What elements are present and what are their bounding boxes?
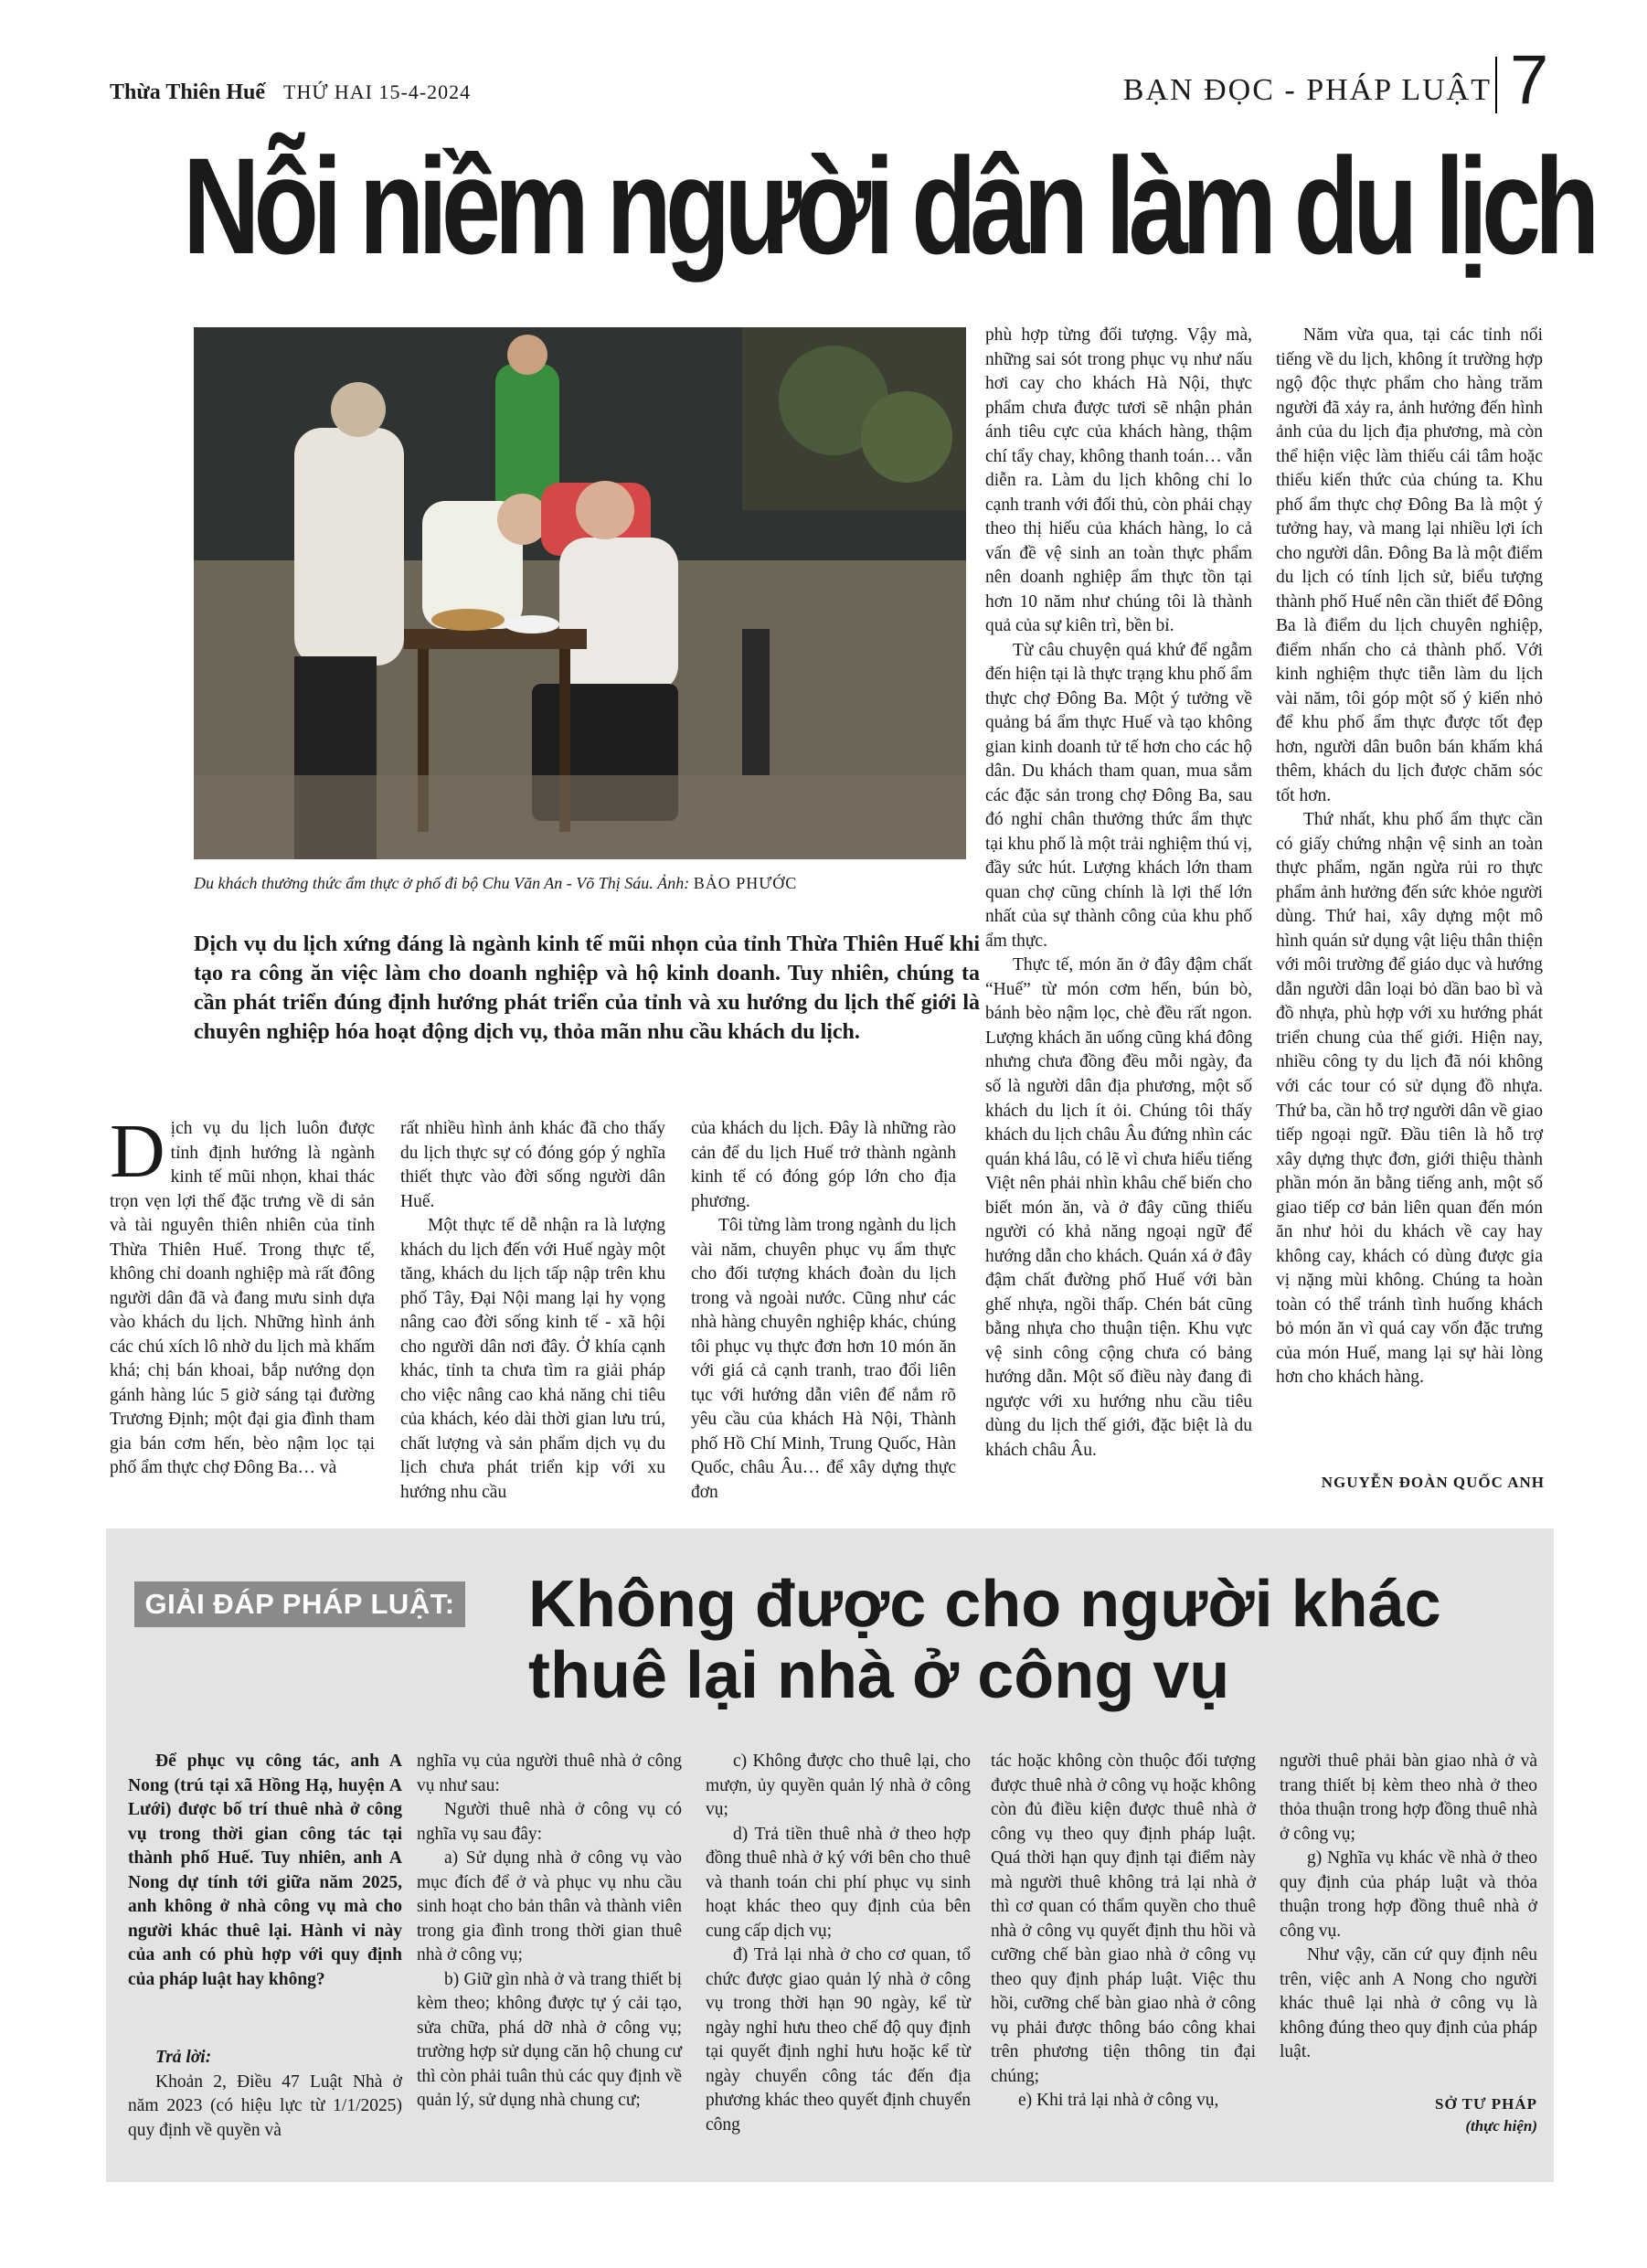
reader-question — [128, 1750, 402, 1992]
paragraph: nghĩa vụ của người thuê nhà ở công vụ như sau: — [417, 1752, 682, 1795]
paragraph: a) Sử dụng nhà ở công vụ vào mục đích để ở và phục vụ nhu cầu sinh hoạt cho bản thân và thành viên trong gia đình trong thời gian thuê nhà ở công vụ; — [417, 1848, 682, 1965]
article-photo — [194, 327, 966, 859]
paragraph: b) Giữ gìn nhà ở và trang thiết bị kèm theo; không được tự ý cải tạo, sửa chữa, phá dỡ nhà ở công vụ; trường hợp sử dụng căn hộ chung cư thì còn phải tuân thủ các quy định về quản lý, sử dụng nhà chung cư; — [417, 1969, 682, 2111]
article-column-3 — [691, 1117, 956, 1505]
article-column-1 — [110, 1109, 375, 1481]
paragraph: g) Nghĩa vụ khác về nhà ở theo quy định của pháp luật và thỏa thuận trong hợp đồng thuê nhà ở công vụ. — [1280, 1848, 1537, 1941]
paragraph: Người thuê nhà ở công vụ có nghĩa vụ sau đây: — [417, 1800, 682, 1844]
signature-org: SỞ TƯ PHÁP — [1434, 2095, 1537, 2113]
answer-label: Trả lời: — [155, 2048, 212, 2067]
paragraph: e) Khi trả lại nhà ở công vụ, — [1018, 2091, 1219, 2111]
paragraph: Thực tế, món ăn ở đây đậm chất “Huế” từ món cơm hến, bún bò, bánh bèo nậm lọc, chè đều rất ngon. Lượng khách ăn uống cũng khá đông nhưng chưa đồng đều mỗi ngày, đa số là người dân địa phương, một số khách du lịch ít ỏi. Chúng tôi thấy khách du lịch châu Âu đứng nhìn các quán khá lâu, có lẽ vì chưa hiểu tiếng Việt nên phải nhìn khâu chế biến cho biết món ăn, và ở đây cũng thiếu người có khả năng ngoại ngữ để hướng dẫn cho khách. Quán xá ở đây đậm chất đường phố Huế với bàn ghế nhựa, ngồi thấp. Chén bát cũng bằng nhựa cho thuận tiện. Khu vực vệ sinh công cộng chưa có bảng hướng dẫn. Một số điều này đang đi ngược với xu hướng nhu cầu tiêu dùng du lịch thế giới, đặc biệt là du khách châu Âu. — [985, 955, 1252, 1460]
photo-caption — [194, 874, 980, 893]
section-title: BẠN ĐỌC - PHÁP LUẬT — [1122, 73, 1492, 107]
paragraph: Năm vừa qua, tại các tỉnh nổi tiếng về du lịch, không ít trường hợp ngộ độc thực phẩm cho hàng trăm người đã xảy ra, ảnh hưởng đến hình ảnh của du lịch địa phương, mà còn thể hiện việc làm thiếu cái tâm hoặc thiếu kiến thức của chúng ta. Khu phố ẩm thực chợ Đông Ba là một ý tưởng hay, và mang lại nhiều lợi ích cho người dân. Đông Ba là một điểm du lịch có tính lịch sử, biểu tượng thành phố Huế nên cần thiết để Đông Ba là điểm du lịch chuyên nghiệp, điểm nhấn cho cả thành phố. Với kinh nghiệm thực tiễn làm du lịch vài năm, tôi góp một số ý kiến nhỏ để khu phố ẩm thực được tốt đẹp hơn, người dân buôn bán khấm khá thêm, khách du lịch được chăm sóc tốt hơn. — [1276, 325, 1543, 805]
article-title: Nỗi niềm người dân làm du lịch — [183, 129, 1594, 282]
article-column-5 — [1276, 324, 1543, 1390]
paragraph: Như vậy, căn cứ quy định nêu trên, việc anh A Nong cho người khác thuê lại nhà ở công vụ là không đúng theo quy định của pháp luật. — [1280, 1945, 1537, 2062]
answer-intro — [128, 2046, 402, 2143]
drop-cap: D — [110, 1109, 165, 1194]
article-lead: Dịch vụ du lịch xứng đáng là ngành kinh tế mũi nhọn của tỉnh Thừa Thiên Huế khi tạo ra công ăn việc làm cho doanh nghiệp và hộ kinh doanh. Tuy nhiên, chúng ta cần phát triển đúng định hướng phát triển của tỉnh và xu hướng du lịch thế giới là chuyên nghiệp hóa hoạt động dịch vụ, thỏa mãn nhu cầu khách du lịch. — [194, 932, 980, 1044]
page-number: 7 — [1510, 41, 1549, 119]
paragraph: rất nhiều hình ảnh khác đã cho thấy du lịch thực sự có đóng góp ý nghĩa thiết thực vào đời sống người dân Huế. — [400, 1119, 665, 1211]
answer-column-4 — [991, 1750, 1256, 2114]
issue-date: THỨ HAI 15-4-2024 — [283, 80, 472, 103]
section-label: GIẢI ĐÁP PHÁP LUẬT: — [134, 1581, 465, 1627]
title-line-1: Không được cho người khác — [528, 1568, 1441, 1641]
paragraph: d) Trả tiền thuê nhà ở theo hợp đồng thuê nhà ở ký với bên cho thuê và thanh toán chi phí phục vụ sinh hoạt khác theo quy định của bên cung cấp dịch vụ; — [706, 1824, 971, 1941]
answer-column-2 — [417, 1750, 682, 2114]
title-line-2: thuê lại nhà ở công vụ — [528, 1639, 1230, 1712]
answer-column-3 — [706, 1750, 971, 2137]
paragraph: Một thực tế dễ nhận ra là lượng khách du lịch đến với Huế ngày một tăng, khách du lịch tấp nập trên khu phố Tây, Đại Nội mang lại hy vọng nâng cao đời sống kinh tế - xã hội cho người dân nơi đây. Ở khía cạnh khác, tỉnh ta chưa tìm ra giải pháp cho việc nâng cao khả năng chi tiêu của khách, kéo dài thời gian lưu trú, chất lượng và sản phẩm dịch vụ du lịch chưa phát triển kịp với xu hướng nhu cầu — [400, 1216, 665, 1502]
question-text: Để phục vụ công tác, anh A Nong (trú tại xã Hồng Hạ, huyện A Lưới) được bố trí thuê nhà ở công vụ trong thời gian công tác tại thành phố Huế. Tuy nhiên, anh A Nong dự tính tới giữa năm 2025, anh không ở nhà công vụ mà cho người khác thuê lại. Hành vi này của anh có phù hợp với quy định của pháp luật hay không? — [128, 1752, 402, 1989]
legal-qa-title — [528, 1569, 1543, 1711]
paragraph: Từ câu chuyện quá khứ để ngẫm đến hiện tại là thực trạng khu phố ẩm thực chợ Đông Ba. Một ý tưởng về quảng bá ẩm thực Huế và tạo không gian kinh doanh tử tế hơn cho các hộ dân. Du khách tham quan, mua sắm các đặc sản trong chợ Đông Ba, sau đó nghỉ chân thưởng thức ẩm thực tại khu phố là một trải nghiệm thú vị, đầy sức hút. Lượng khách lớn tham quan chợ cũng chính là lợi thế lớn nhất của sự thành công của khu phố ẩm thực. — [985, 640, 1252, 951]
paragraph: tác hoặc không còn thuộc đối tượng được thuê nhà ở công vụ hoặc không còn đủ điều kiện được thuê nhà ở công vụ theo quy định pháp luật. Quá thời hạn quy định tại điểm này mà người thuê không trả lại nhà ở thì cơ quan có thẩm quyền cho thuê nhà ở công vụ quyết định thu hồi và cưỡng chế bàn giao nhà ở công vụ theo quy định pháp luật. Việc thu hồi, cưỡng chế bàn giao nhà ở công vụ phải được thông báo công khai trên phương tiện thông tin đại chúng; — [991, 1752, 1256, 2086]
answer-column-5 — [1280, 1750, 1537, 2065]
article-column-2 — [400, 1117, 665, 1505]
photo-credit: BẢO PHƯỚC — [693, 874, 798, 892]
column-text: ịch vụ du lịch luôn được tỉnh định hướng là ngành kinh tế mũi nhọn, khai thác trọn vẹn lợi thế đặc trưng về di sản và tài nguyên thiên nhiên của tỉnh Thừa Thiên Huế. Trong thực tế, không chỉ doanh nghiệp mà rất đông người dân đã và đang mưu sinh dựa vào khách du lịch. Những hình ảnh các chú xích lô nhờ du lịch mà khấm khá; chị bán khoai, bắp nướng dọn gánh hàng lúc 5 giờ sáng tại đường Trương Định; một đại gia đình tham gia bán cơm hến, bèo nậm lọc tại phố ẩm thực chợ Đông Ba… và — [110, 1119, 375, 1478]
paragraph: của khách du lịch. Đây là những rào cản để du lịch Huế trở thành ngành kinh tế có đóng góp lớn cho địa phương. — [691, 1119, 956, 1211]
paragraph: người thuê phải bàn giao nhà ở và trang thiết bị kèm theo nhà ở theo thỏa thuận trong hợp đồng thuê nhà ở công vụ; — [1280, 1752, 1537, 1844]
photo-illustration — [194, 327, 966, 859]
article-column-4 — [985, 324, 1252, 1463]
caption-text: Du khách thưởng thức ẩm thực ở phố đi bộ Chu Văn An - Võ Thị Sáu. Ảnh: — [194, 874, 690, 892]
paragraph: phù hợp từng đối tượng. Vậy mà, những sai sót trong phục vụ như nấu hơi cay cho khách Hà Nội, thực phẩm chưa được tươi sẽ nhận phản ánh tiêu cực của khách hàng, thậm chí tẩy chay, không thanh toán… vẫn diễn ra. Làm du lịch không chỉ lo cạnh tranh với đối thủ, còn phải chạy theo thị hiếu của khách hàng, lo cả vấn đề vệ sinh an toàn thực phẩm nên doanh nghiệp ẩm thực tồn tại hơn 10 năm như chúng tôi là thành quả của sự kiên trì, bền bỉ. — [985, 325, 1252, 636]
paragraph: Thứ nhất, khu phố ẩm thực cần có giấy chứng nhận vệ sinh an toàn thực phẩm, ngăn ngừa rủi ro thực phẩm ảnh hưởng đến sức khỏe người dùng. Thứ hai, xây dựng một mô hình quán sử dụng vật liệu thân thiện với môi trường để giáo dục và hướng dẫn người dân loại bỏ dần bao bì và đồ nhựa, phù hợp với xu hướng phát triển chung của thế giới. Hiện nay, nhiều công ty du lịch đã nói không với các tour có sử dụng đồ nhựa. Thứ ba, cần hỗ trợ người dân về giao tiếp ngoại ngữ. Đầu tiên là hỗ trợ xây dựng thực đơn, giới thiệu thành phần món ăn bằng tiếng anh, một số giao tiếp cơ bản liên quan đến món ăn như hỏi du khách về cay hay không cay, khách có dùng được gia vị nặng mùi không. Chúng ta hoàn toàn có thể tránh tình huống khách bỏ món ăn vì quá cay vốn đặc trưng của món Huế, mang lại sự hài lòng hơn cho khách hàng. — [1276, 810, 1543, 1388]
paragraph: c) Không được cho thuê lại, cho mượn, ủy quyền quản lý nhà ở công vụ; — [706, 1752, 971, 1820]
paragraph: Tôi từng làm trong ngành du lịch vài năm, chuyên phục vụ ẩm thực cho đối tượng khách đoàn du lịch trong và ngoài nước. Cũng như các nhà hàng chuyên nghiệp khác, chúng tôi phục vụ thực đơn hơn 10 món ăn với giá cả cạnh tranh, trao đổi liên tục với hướng dẫn viên để nắm rõ yêu cầu của khách Hà Nội, Thành phố Hồ Chí Minh, Trung Quốc, Hàn Quốc, châu Âu… để xây dựng thực đơn — [691, 1216, 956, 1502]
paragraph: đ) Trả lại nhà ở cho cơ quan, tổ chức được giao quản lý nhà ở công vụ trong thời hạn 90 ngày, kể từ ngày nghỉ hưu theo chế độ quy định tại quyết định nghỉ hưu hoặc kể từ ngày chuyển công tác đến địa phương khác theo quyết định chuyển công — [706, 1945, 971, 2135]
masthead — [110, 80, 471, 105]
signature-note: (thực hiện) — [1465, 2117, 1537, 2135]
header-divider — [1495, 57, 1497, 113]
author-byline: NGUYỄN ĐOÀN QUỐC ANH — [1321, 1474, 1545, 1491]
paragraph: Khoản 2, Điều 47 Luật Nhà ở năm 2023 (có hiệu lực từ 1/1/2025) quy định về quyền và — [128, 2071, 402, 2140]
publication-name: Thừa Thiên Huế — [110, 80, 266, 104]
